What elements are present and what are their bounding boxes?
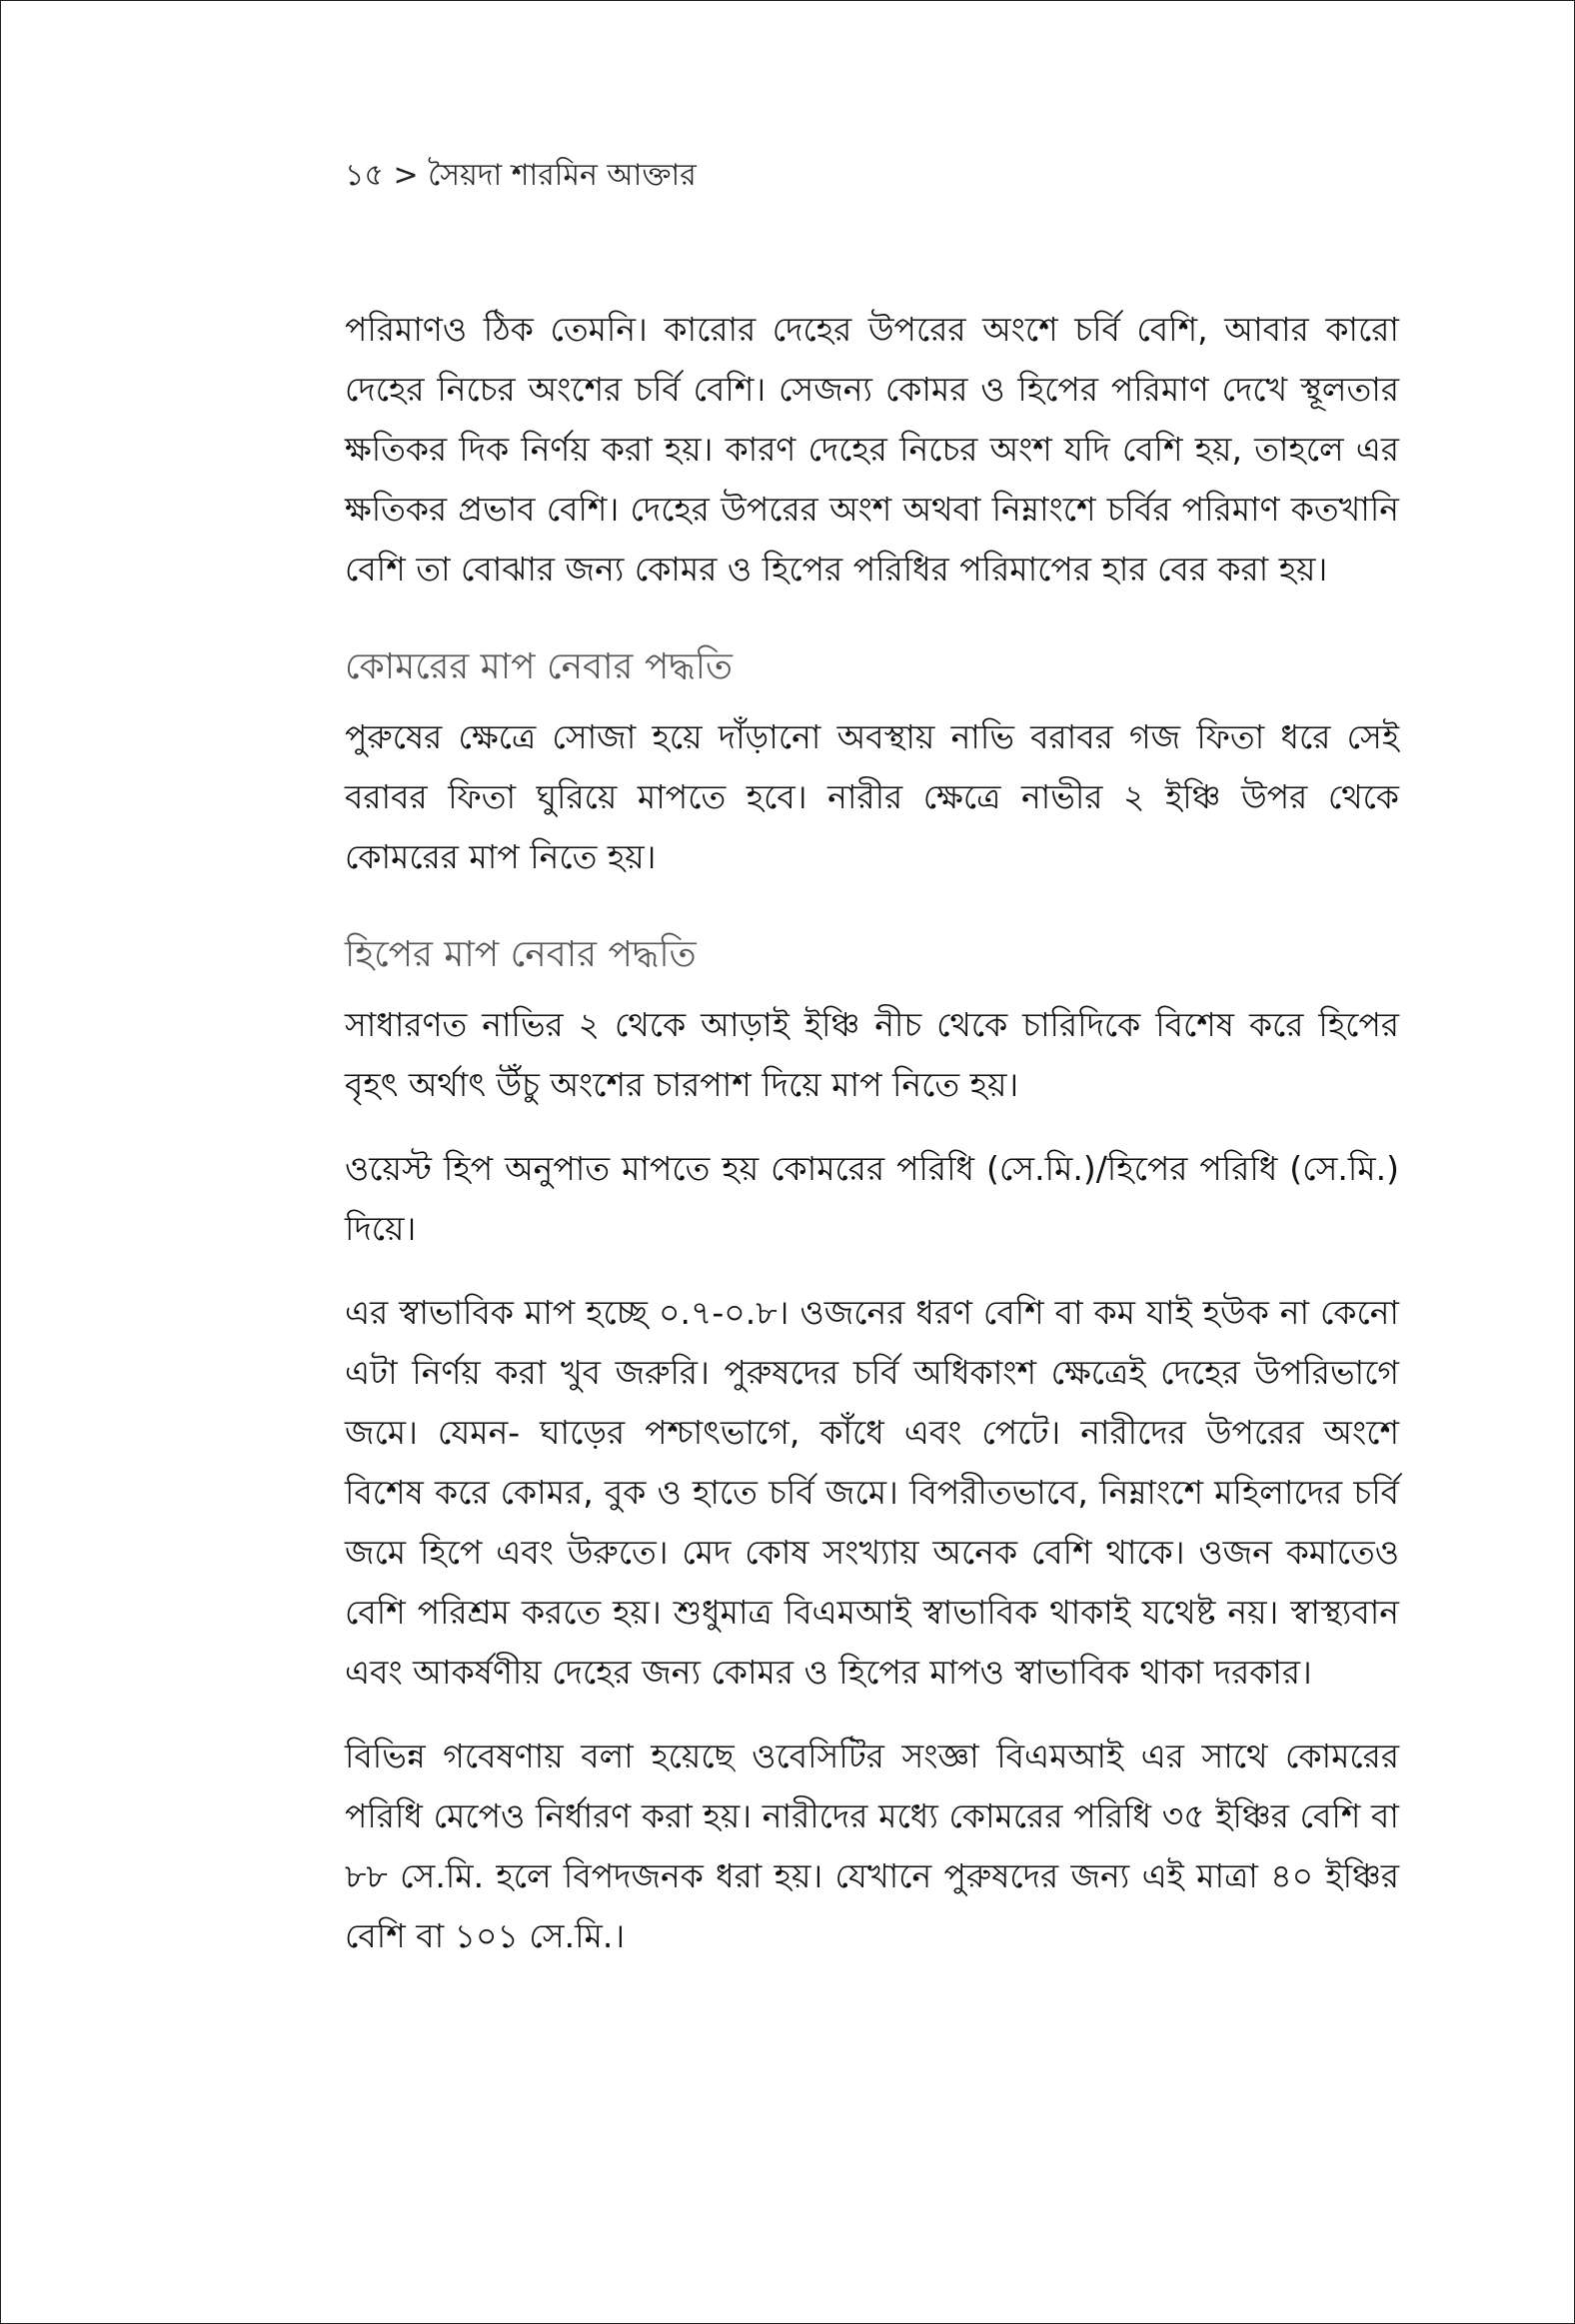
page-number: ১৫	[345, 158, 384, 193]
page-body	[345, 300, 1399, 1990]
hip-section-heading: হিপের মাপ নেবার পদ্ধতি	[345, 934, 697, 975]
ratio-paragraph: ওয়েস্ট হিপ অনুপাত মাপতে হয় কোমরের পরিধি (সে.মি.)/হিপের পরিধি (সে.মি.) দিয়ে।	[345, 1149, 1399, 1248]
normal-range-paragraph: এর স্বাভাবিক মাপ হচ্ছে ০.৭-০.৮। ওজনের ধরণ বেশি বা কম যাই হউক না কেনো এটা নির্ণয় করা খুব জরুরি। পুরুষদের চর্বি অধিকাংশ ক্ষেত্রেই দেহের উপরিভাগে জমে। যেমন- ঘাড়ের পশ্চাৎভাগে, কাঁধে এবং পেটে। নারীদের উপরের অংশে বিশেষ করে কোমর, বুক ও হাতে চর্বি জমে। বিপরীতভাবে, নিম্নাংশে মহিলাদের চর্বি জমে হিপে এবং উরুতে। মেদ কোষ সংখ্যায় অনেক বেশি থাকে। ওজন কমাতেও বেশি পরিশ্রম করতে হয়। শুধুমাত্র বিএমআই স্বাভাবিক থাকাই যথেষ্ট নয়। স্বাস্থ্যবান এবং আকর্ষণীয় দেহের জন্য কোমর ও হিপের মাপও স্বাভাবিক থাকা দরকার।	[345, 1293, 1399, 1692]
author-name: সৈয়দা শারমিন আক্তার	[428, 158, 697, 193]
running-header	[345, 156, 697, 196]
intro-paragraph: পরিমাণও ঠিক তেমনি। কারোর দেহের উপরের অংশে চর্বি বেশি, আবার কারো দেহের নিচের অংশের চর্বি বেশি। সেজন্য কোমর ও হিপের পরিমাণ দেখে স্থূলতার ক্ষতিকর দিক নির্ণয় করা হয়। কারণ দেহের নিচের অংশ যদি বেশি হয়, তাহলে এর ক্ষতিকর প্রভাব বেশি। দেহের উপরের অংশ অথবা নিম্নাংশে চর্বির পরিমাণ কতখানি বেশি তা বোঝার জন্য কোমর ও হিপের পরিধির পরিমাপের হার বের করা হয়।	[345, 310, 1399, 588]
research-paragraph: বিভিন্ন গবেষণায় বলা হয়েছে ওবেসিটির সংজ্ঞা বিএমআই এর সাথে কোমরের পরিধি মেপেও নির্ধারণ করা হয়। নারীদের মধ্যে কোমরের পরিধি ৩৫ ইঞ্চির বেশি বা ৮৮ সে.মি. হলে বিপদজনক ধরা হয়। যেখানে পুরুষদের জন্য এই মাত্রা ৪০ ইঞ্চির বেশি বা ১০১ সে.মি.।	[345, 1737, 1399, 1955]
header-separator: >	[393, 158, 419, 193]
waist-section-heading: কোমরের মাপ নেবার পদ্ধতি	[345, 646, 734, 687]
hip-paragraph: সাধারণত নাভির ২ থেকে আড়াই ইঞ্চি নীচ থেকে চারিদিকে বিশেষ করে হিপের বৃহৎ অর্থাৎ উঁচু অংশের চারপাশ দিয়ে মাপ নিতে হয়।	[345, 1005, 1399, 1104]
waist-paragraph: পুরুষের ক্ষেত্রে সোজা হয়ে দাঁড়ানো অবস্থায় নাভি বরাবর গজ ফিতা ধরে সেই বরাবর ফিতা ঘুরিয়ে মাপতে হবে। নারীর ক্ষেত্রে নাভীর ২ ইঞ্চি উপর থেকে কোমরের মাপ নিতে হয়।	[345, 717, 1399, 876]
